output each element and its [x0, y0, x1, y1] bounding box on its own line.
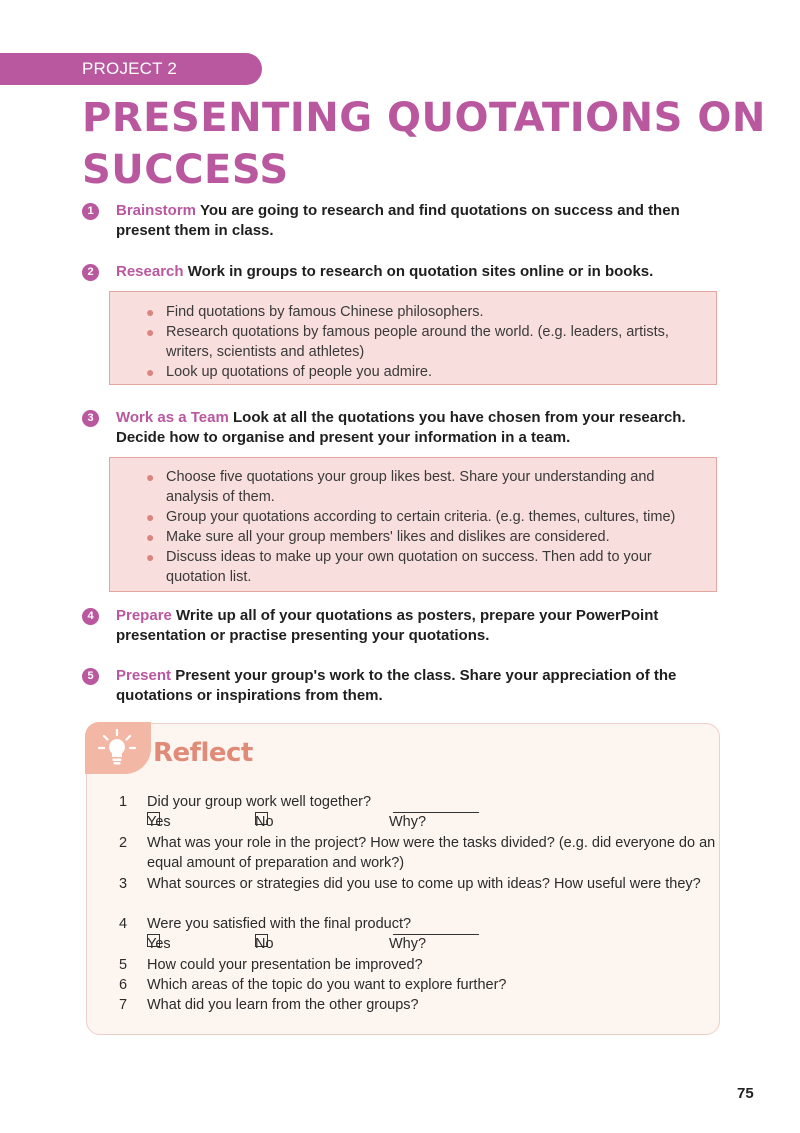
step-keyword: Research — [116, 263, 184, 280]
step-text: Write up all of your quotations as posters, prepare your PowerPoint presentation or practise presenting your quotations. — [116, 607, 659, 644]
step-keyword: Brainstorm — [116, 202, 197, 219]
bullet-icon: ● — [146, 469, 155, 485]
reflect-question-3: 3 What sources or strategies did you use to come up with ideas? How useful were they? — [119, 876, 701, 892]
step-number-badge: 2 — [82, 264, 99, 281]
reflect-question-5: 5 How could your presentation be improved? — [119, 957, 423, 973]
step-text: You are going to research and find quotations on success and then present them in class. — [116, 202, 680, 239]
reflect-question-4: 4 Were you satisfied with the final product? Yes No Why? — [87, 914, 719, 954]
step-text: Present your group's work to the class. Share your appreciation of the quotations or inspirations from them. — [116, 667, 677, 704]
answer-options: Yes No Why? — [147, 812, 719, 832]
step-number-badge: 3 — [82, 410, 99, 427]
bullet-icon: ● — [146, 509, 155, 525]
bullet-icon: ● — [146, 529, 155, 545]
step-number-badge: 1 — [82, 203, 99, 220]
page-title — [82, 92, 766, 196]
answer-line[interactable] — [393, 812, 479, 813]
reflect-question-1: 1 Did your group work well together? Yes No Why? — [87, 792, 719, 832]
step-text: Work in groups to research on quotation sites online or in books. — [187, 263, 654, 280]
reflect-question-2: 2 What was your role in the project? How were the tasks divided? (e.g. did everyone do an equal amount of preparation and work?) — [119, 835, 716, 871]
answer-line[interactable] — [393, 934, 479, 935]
team-box — [109, 457, 717, 592]
reflect-title: Reflect — [153, 738, 253, 768]
list-item: ● Group your quotations according to certain criteria. (e.g. themes, cultures, time) — [146, 509, 676, 525]
list-item: ● Look up quotations of people you admire. — [146, 364, 433, 380]
answer-options: Yes No Why? — [147, 934, 719, 954]
list-item: ● Discuss ideas to make up your own quotation on success. Then add to your quotation list. — [146, 549, 652, 585]
step-present — [82, 666, 712, 706]
bullet-icon: ● — [146, 304, 155, 320]
step-number-badge: 5 — [82, 668, 99, 685]
page-number: 75 — [737, 1085, 754, 1102]
bullet-icon: ● — [146, 324, 155, 340]
research-box — [109, 291, 717, 385]
step-prepare — [82, 606, 712, 646]
step-keyword: Work as a Team — [116, 409, 229, 426]
list-item: ● Make sure all your group members' likes and dislikes are considered. — [146, 529, 610, 545]
step-work-as-team — [82, 408, 712, 448]
step-text: Look at all the quotations you have chosen from your research. Decide how to organise and present your information in a team. — [116, 409, 686, 446]
bullet-icon: ● — [146, 549, 155, 565]
list-item: ● Choose five quotations your group likes best. Share your understanding and analysis of them. — [146, 469, 655, 505]
step-number-badge: 4 — [82, 608, 99, 625]
step-keyword: Present — [116, 667, 172, 684]
lightbulb-icon — [85, 722, 151, 774]
list-item: ● Research quotations by famous people around the world. (e.g. leaders, artists, writers, scientists and athletes) — [146, 324, 669, 360]
reflect-panel — [86, 723, 720, 1035]
page-title-line-2: SUCCESS — [82, 147, 289, 193]
step-keyword: Prepare — [116, 607, 172, 624]
step-research — [82, 262, 712, 282]
list-item: ● Find quotations by famous Chinese philosophers. — [146, 304, 484, 320]
reflect-question-7: 7 What did you learn from the other groups? — [119, 997, 419, 1013]
step-brainstorm — [82, 201, 712, 241]
page-title-line-1: PRESENTING QUOTATIONS ON — [82, 95, 766, 141]
project-label: PROJECT 2 — [0, 53, 262, 85]
bullet-icon: ● — [146, 364, 155, 380]
reflect-question-6: 6 Which areas of the topic do you want to explore further? — [119, 977, 507, 993]
